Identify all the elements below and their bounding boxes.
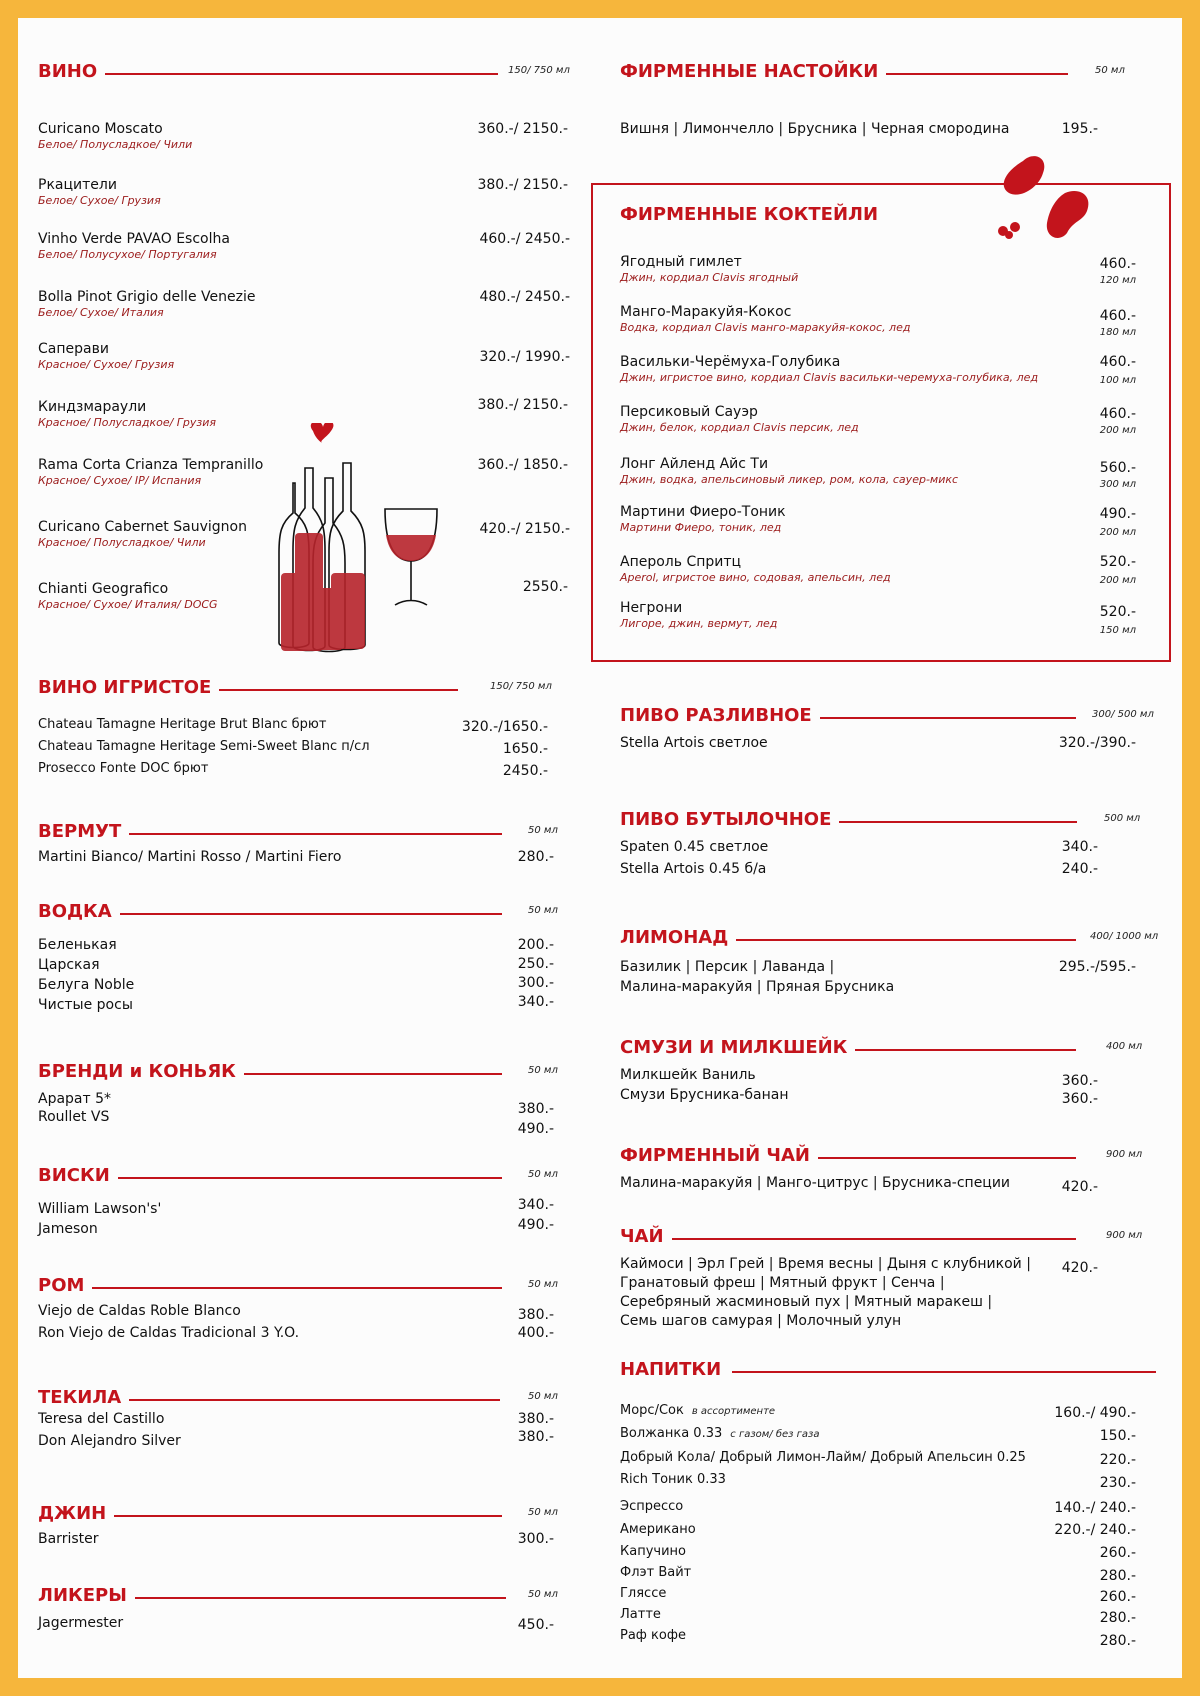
wine-bottles-illustration xyxy=(273,423,473,663)
item-desc: Aperol, игристое вино, содовая, апельсин, лед xyxy=(620,571,891,584)
item-name: Curicano Moscato xyxy=(38,121,163,137)
item-price: 260.- xyxy=(1099,1545,1136,1561)
item-name: Добрый Кола/ Добрый Лимон-Лайм/ Добрый Апельсин 0.25 xyxy=(620,1450,1026,1465)
item-name: Bolla Pinot Grigio delle Venezie xyxy=(38,289,256,305)
whisky-section xyxy=(38,1164,578,1244)
item-desc: Джин, игристое вино, кордиал Clavis васильки-черемуха-голубика, лед xyxy=(620,371,1039,384)
item-name: Лонг Айленд Айс Ти xyxy=(620,456,769,472)
item-name: Barrister xyxy=(38,1531,99,1547)
tinctures-title: ФИРМЕННЫЕ НАСТОЙКИ xyxy=(620,60,886,84)
item-price: 460.-/ 2450.- xyxy=(479,231,570,247)
item-price: 380.-/ 2150.- xyxy=(477,397,568,413)
item-name: Ягодный гимлет xyxy=(620,254,742,270)
item-name: Ркацители xyxy=(38,177,117,193)
item-name: Флэт Вайт xyxy=(620,1565,692,1580)
item-name: Саперави xyxy=(38,341,109,357)
item-price: 360.- xyxy=(1061,1073,1098,1089)
tea-line: Семь шагов самурая | Молочный улун xyxy=(620,1313,902,1329)
item-price: 460.- xyxy=(1099,308,1136,324)
item-price: 240.- xyxy=(1061,861,1098,877)
lemonade-line-2: Малина-маракуйя | Пряная Брусника xyxy=(620,979,895,995)
item-price: 195.- xyxy=(1061,121,1098,137)
item-price: 200.- xyxy=(517,937,554,953)
item-price: 380.- xyxy=(517,1101,554,1117)
item-volume: 150 мл xyxy=(1099,625,1136,636)
item-price: 380.-/ 2150.- xyxy=(477,177,568,193)
item-price: 220.-/ 240.- xyxy=(1054,1522,1136,1538)
item-price: 280.- xyxy=(1099,1568,1136,1584)
tinctures-volume: 50 мл xyxy=(1095,65,1125,76)
item-name: Мартини Фиеро-Тоник xyxy=(620,504,786,520)
lemonade-title: ЛИМОНАД xyxy=(620,926,736,950)
item-price: 280.- xyxy=(1099,1633,1136,1649)
item-desc: Белое/ Полусладкое/ Чили xyxy=(38,138,193,151)
sparkling-title: ВИНО ИГРИСТОЕ xyxy=(38,676,219,700)
lemonade-volume: 400/ 1000 мл xyxy=(1090,931,1159,942)
item-desc: Белое/ Сухое/ Италия xyxy=(38,306,164,319)
item-name: Chianti Geografico xyxy=(38,581,169,597)
tea-title: ЧАЙ xyxy=(620,1225,672,1249)
item-name: Prosecco Fonte DOC брют xyxy=(38,761,209,776)
item-name: Латте xyxy=(620,1607,661,1622)
item-price: 480.-/ 2450.- xyxy=(479,289,570,305)
item-desc: Красное/ Сухое/ Италия/ DOCG xyxy=(38,598,218,611)
item-price: 360.- xyxy=(1061,1091,1098,1107)
item-price: 490.- xyxy=(517,1121,554,1137)
item-price: 320.-/1650.- xyxy=(461,719,548,735)
liqueurs-title: ЛИКЕРЫ xyxy=(38,1584,135,1608)
item-name: Don Alejandro Silver xyxy=(38,1433,181,1449)
item-volume: 200 мл xyxy=(1099,527,1136,538)
item-desc: Джин, кордиал Clavis ягодный xyxy=(620,271,799,284)
item-name: Царская xyxy=(38,957,100,973)
item-desc: Джин, белок, кордиал Clavis персик, лед xyxy=(620,421,859,434)
whisky-title: ВИСКИ xyxy=(38,1164,118,1188)
item-desc: Водка, кордиал Clavis манго-маракуйя-кокос, лед xyxy=(620,321,911,334)
item-desc: Джин, водка, апельсиновый ликер, ром, кола, сауер-микс xyxy=(620,473,959,486)
smoothie-volume: 400 мл xyxy=(1106,1041,1143,1052)
bottled-beer-section xyxy=(620,808,1160,878)
item-name: Волжанка 0.33 с газом/ без газа xyxy=(620,1426,820,1441)
item-price: 320.-/ 1990.- xyxy=(479,349,570,365)
brandy-volume: 50 мл xyxy=(528,1065,558,1076)
tea-line: Каймоси | Эрл Грей | Время весны | Дыня с клубникой | xyxy=(620,1256,1031,1272)
item-desc: Мартини Фиеро, тоник, лед xyxy=(620,521,782,534)
item-name: Teresa del Castillo xyxy=(38,1411,165,1427)
tequila-title: ТЕКИЛА xyxy=(38,1386,129,1410)
item-name: Милкшейк Ваниль xyxy=(620,1067,756,1083)
item-name: Ron Viejo de Caldas Tradicional 3 Y.O. xyxy=(38,1325,300,1341)
drinks-title: НАПИТКИ xyxy=(620,1358,729,1382)
item-desc: Красное/ Сухое/ Грузия xyxy=(38,358,175,371)
gin-section xyxy=(38,1502,578,1552)
item-name: Roullet VS xyxy=(38,1109,110,1125)
item-name: Stella Artois 0.45 б/а xyxy=(620,861,767,877)
item-price: 340.- xyxy=(1061,839,1098,855)
item-volume: 200 мл xyxy=(1099,425,1136,436)
brandy-title: БРЕНДИ и КОНЬЯК xyxy=(38,1060,244,1084)
whisky-volume: 50 мл xyxy=(528,1169,558,1180)
item-desc: Белое/ Полусухое/ Португалия xyxy=(38,248,217,261)
item-name: Vinho Verde PAVAO Escolha xyxy=(38,231,230,247)
item-name: Киндзмараули xyxy=(38,399,147,415)
item-name: Манго-Маракуйя-Кокос xyxy=(620,304,792,320)
item-name: Капучино xyxy=(620,1544,686,1559)
item-price: 490.- xyxy=(517,1217,554,1233)
signature-tea-section xyxy=(620,1144,1160,1204)
item-price: 300.- xyxy=(517,1531,554,1547)
item-price: 380.- xyxy=(517,1429,554,1445)
tequila-section xyxy=(38,1386,578,1456)
vermouth-volume: 50 мл xyxy=(528,825,558,836)
item-price: 560.- xyxy=(1099,460,1136,476)
item-price: 220.- xyxy=(1099,1452,1136,1468)
item-price: 250.- xyxy=(517,956,554,972)
cocktails-title: ФИРМЕННЫЕ КОКТЕЙЛИ xyxy=(620,204,879,225)
rum-volume: 50 мл xyxy=(528,1279,558,1290)
gin-volume: 50 мл xyxy=(528,1507,558,1518)
tea-volume: 900 мл xyxy=(1106,1230,1143,1241)
item-name: Арарат 5* xyxy=(38,1091,112,1107)
vermouth-title: ВЕРМУТ xyxy=(38,820,129,844)
tequila-volume: 50 мл xyxy=(528,1391,558,1402)
item-volume: 300 мл xyxy=(1099,479,1136,490)
item-name: Jagermester xyxy=(38,1615,124,1631)
item-price: 360.-/ 1850.- xyxy=(477,457,568,473)
signature-tea-volume: 900 мл xyxy=(1106,1149,1143,1160)
item-price: 280.- xyxy=(1099,1610,1136,1626)
item-name: Малина-маракуйя | Манго-цитрус | Брусника-специи xyxy=(620,1175,1011,1191)
tea-section xyxy=(620,1225,1160,1335)
item-price: 520.- xyxy=(1099,554,1136,570)
item-name: Rama Corta Crianza Tempranillo xyxy=(38,457,264,473)
liqueurs-volume: 50 мл xyxy=(528,1589,558,1600)
item-volume: 120 мл xyxy=(1099,275,1136,286)
sparkling-volume: 150/ 750 мл xyxy=(490,681,552,692)
item-price: 280.- xyxy=(517,849,554,865)
item-price: 230.- xyxy=(1099,1475,1136,1491)
item-price: 140.-/ 240.- xyxy=(1054,1500,1136,1516)
item-desc: Лигоре, джин, вермут, лед xyxy=(620,617,778,630)
item-price: 380.- xyxy=(517,1307,554,1323)
vodka-section xyxy=(38,900,578,1013)
item-name: Curicano Cabernet Sauvignon xyxy=(38,519,247,535)
cocktails-section xyxy=(620,203,1160,643)
item-name: Martini Bianco/ Martini Rosso / Martini Fiero xyxy=(38,849,342,865)
item-price: 2550.- xyxy=(522,579,568,595)
item-price: 300.- xyxy=(517,975,554,991)
vodka-volume: 50 мл xyxy=(528,905,558,916)
item-name: Смузи Брусника-банан xyxy=(620,1087,789,1103)
item-name: William Lawson's' xyxy=(38,1201,162,1217)
tea-line: Серебряный жасминовый пух | Мятный маракеш | xyxy=(620,1294,993,1310)
tinctures-section xyxy=(620,60,1160,137)
draft-beer-title: ПИВО РАЗЛИВНОЕ xyxy=(620,704,820,728)
item-price: 160.-/ 490.- xyxy=(1054,1405,1136,1421)
item-name: Чистые росы xyxy=(38,997,133,1013)
item-name: Беленькая xyxy=(38,937,117,953)
lemonade-line-1: Базилик | Персик | Лаванда | xyxy=(620,959,835,975)
item-price: 420.-/ 2150.- xyxy=(479,521,570,537)
item-price: 380.- xyxy=(517,1411,554,1427)
smoothie-section xyxy=(620,1036,1160,1106)
item-name: Эспрессо xyxy=(620,1499,684,1514)
item-desc: Красное/ Полусладкое/ Грузия xyxy=(38,416,217,429)
wine-title: ВИНО xyxy=(38,60,105,84)
item-name: Американо xyxy=(620,1522,696,1537)
rum-title: РОМ xyxy=(38,1274,92,1298)
item-price: 320.-/390.- xyxy=(1058,735,1136,751)
liqueurs-section xyxy=(38,1584,578,1634)
item-price: 490.- xyxy=(1099,506,1136,522)
item-volume: 100 мл xyxy=(1099,375,1136,386)
item-name: Белуга Noble xyxy=(38,977,135,993)
item-price: 460.- xyxy=(1099,354,1136,370)
item-price: 400.- xyxy=(517,1325,554,1341)
item-name: Негрони xyxy=(620,600,683,616)
item-price: 420.- xyxy=(1061,1260,1098,1276)
tea-line: Гранатовый фреш | Мятный фрукт | Сенча | xyxy=(620,1275,945,1291)
drinks-section xyxy=(620,1358,1160,1658)
lemonade-section xyxy=(620,926,1160,996)
item-desc: Белое/ Сухое/ Грузия xyxy=(38,194,161,207)
menu-page xyxy=(18,18,1182,1678)
draft-beer-section xyxy=(620,704,1160,764)
signature-tea-title: ФИРМЕННЫЙ ЧАЙ xyxy=(620,1144,818,1168)
bottled-beer-volume: 500 мл xyxy=(1104,813,1141,824)
item-name: Раф кофе xyxy=(620,1628,686,1643)
item-price: 450.- xyxy=(517,1617,554,1633)
item-name: Вишня | Лимончелло | Брусника | Черная смородина xyxy=(620,121,1010,137)
item-price: 260.- xyxy=(1099,1589,1136,1605)
item-price: 340.- xyxy=(517,994,554,1010)
item-price: 295.-/595.- xyxy=(1058,959,1136,975)
sparkling-section xyxy=(38,676,578,786)
item-volume: 180 мл xyxy=(1099,327,1136,338)
item-price: 150.- xyxy=(1099,1428,1136,1444)
item-price: 460.- xyxy=(1099,256,1136,272)
item-name: Персиковый Сауэр xyxy=(620,404,758,420)
draft-beer-volume: 300/ 500 мл xyxy=(1092,709,1154,720)
item-name: Морс/Сок в ассортименте xyxy=(620,1403,776,1418)
item-name: Апероль Спритц xyxy=(620,554,742,570)
smoothie-title: СМУЗИ И МИЛКШЕЙК xyxy=(620,1036,855,1060)
item-name: Васильки-Черёмуха-Голубика xyxy=(620,354,841,370)
item-name: Chateau Tamagne Heritage Brut Blanc брют xyxy=(38,717,327,732)
vodka-title: ВОДКА xyxy=(38,900,120,924)
item-name: Viejo de Caldas Roble Blanco xyxy=(38,1303,241,1319)
item-name: Spaten 0.45 светлое xyxy=(620,839,769,855)
bottled-beer-title: ПИВО БУТЫЛОЧНОЕ xyxy=(620,808,839,832)
item-price: 2450.- xyxy=(502,763,548,779)
item-price: 460.- xyxy=(1099,406,1136,422)
item-desc: Красное/ Сухое/ IP/ Испания xyxy=(38,474,202,487)
item-price: 340.- xyxy=(517,1197,554,1213)
item-name: Stella Artois светлое xyxy=(620,735,768,751)
item-name: Jameson xyxy=(38,1221,98,1237)
item-name: Rich Тоник 0.33 xyxy=(620,1472,726,1487)
item-price: 360.-/ 2150.- xyxy=(477,121,568,137)
rum-section xyxy=(38,1274,578,1354)
vermouth-section xyxy=(38,820,578,880)
item-name: Chateau Tamagne Heritage Semi-Sweet Blanc п/сл xyxy=(38,739,370,754)
wine-volume: 150/ 750 мл xyxy=(508,65,570,76)
item-volume: 200 мл xyxy=(1099,575,1136,586)
gin-title: ДЖИН xyxy=(38,1502,114,1526)
item-price: 1650.- xyxy=(502,741,548,757)
brandy-section xyxy=(38,1060,578,1150)
item-desc: Красное/ Полусладкое/ Чили xyxy=(38,536,206,549)
item-name: Гляссе xyxy=(620,1586,667,1601)
item-price: 420.- xyxy=(1061,1179,1098,1195)
item-price: 520.- xyxy=(1099,604,1136,620)
